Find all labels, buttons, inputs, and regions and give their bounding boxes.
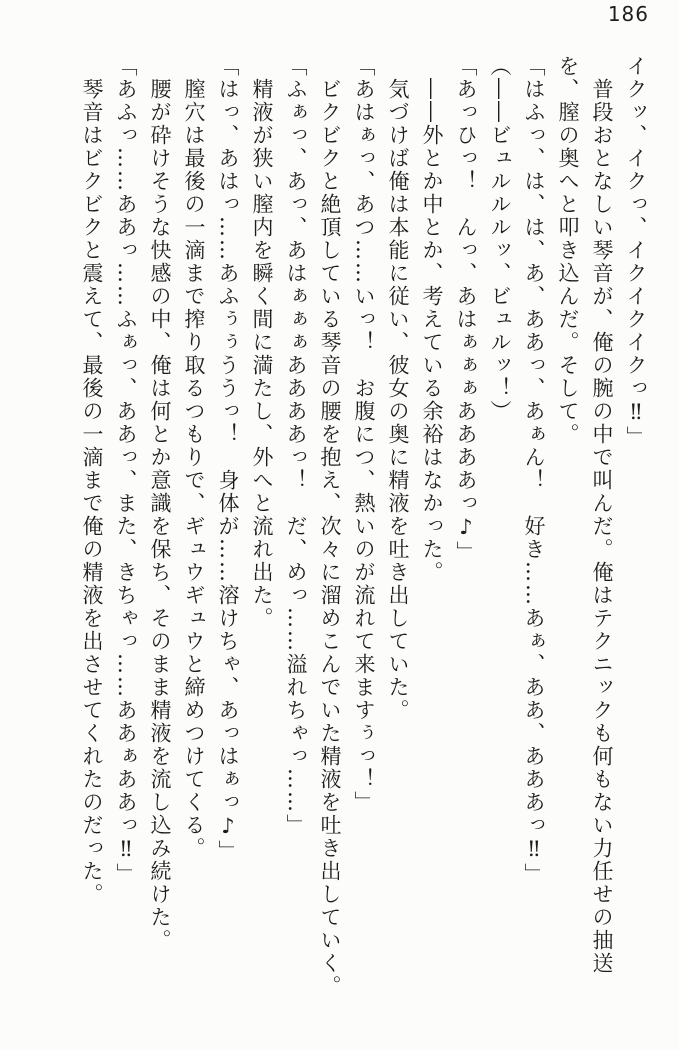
text-column-15: 腰が砕けそうな快感の中、俺は何とか意識を保ち、そのまま精液を流し込み続けた。 bbox=[148, 78, 172, 952]
vertical-text-body bbox=[75, 55, 653, 1005]
text-column-6: 「あっひっ！ んっ、あはぁぁぁああああっ♪」 bbox=[454, 55, 478, 564]
text-column-8: 気づけば俺は本能に従い、彼女の奥に精液を吐き出していた。 bbox=[386, 78, 410, 722]
text-column-10: ビクビクと絶頂している琴音の腰を抱え、次々に溜めこんでいた精液を吐き出していく。 bbox=[318, 78, 342, 998]
text-column-11: 「ふぁっ、あっ、あはぁぁぁああああっ！ だ、めっ……溢れちゃっ……」 bbox=[284, 55, 308, 837]
text-column-4: 「はふっ、は、は、あ、ああっ、あぁん！ 好き……あぁ、ああ、あああっ‼」 bbox=[522, 55, 546, 886]
text-column-9: 「あはぁっ、あつ……いっ！ お腹につ、熱いのが流れて来ますぅっ！」 bbox=[352, 55, 376, 814]
text-column-12: 精液が狭い膣内を瞬く間に満たし、外へと流れ出た。 bbox=[250, 78, 274, 630]
text-column-3: を、膣の奥へと叩き込んだ。そして。 bbox=[556, 55, 580, 446]
text-column-2: 普段おとなしい琴音が、俺の腕の中で叫んだ。俺はテクニックも何もない力任せの抽送 bbox=[590, 78, 614, 975]
text-column-1: イクッ、イクっ、イクイクイクっ‼」 bbox=[624, 55, 648, 449]
text-column-14: 膣穴は最後の一滴まで搾り取るつもりで、ギュウギュウと締めつけてくる。 bbox=[182, 78, 206, 860]
text-column-5: （――ビュルルルッ、ビュルッ！） bbox=[488, 55, 512, 423]
text-column-17: 琴音はビクビクと震えて、最後の一滴まで俺の精液を出させてくれたのだった。 bbox=[80, 78, 104, 906]
text-column-7: ――外とか中とか、考えている余裕はなかった。 bbox=[420, 78, 444, 584]
text-column-16: 「あふっ……ああっ……ふぁっ、ああっ、また、きちゃっ……ああぁああっ‼」 bbox=[114, 55, 138, 886]
text-column-13: 「はっ、あはっ……あふぅぅううっ！ 身体が……溶けちゃ、あっはぁっ♪」 bbox=[216, 55, 240, 863]
page-number: 186 bbox=[607, 2, 649, 26]
